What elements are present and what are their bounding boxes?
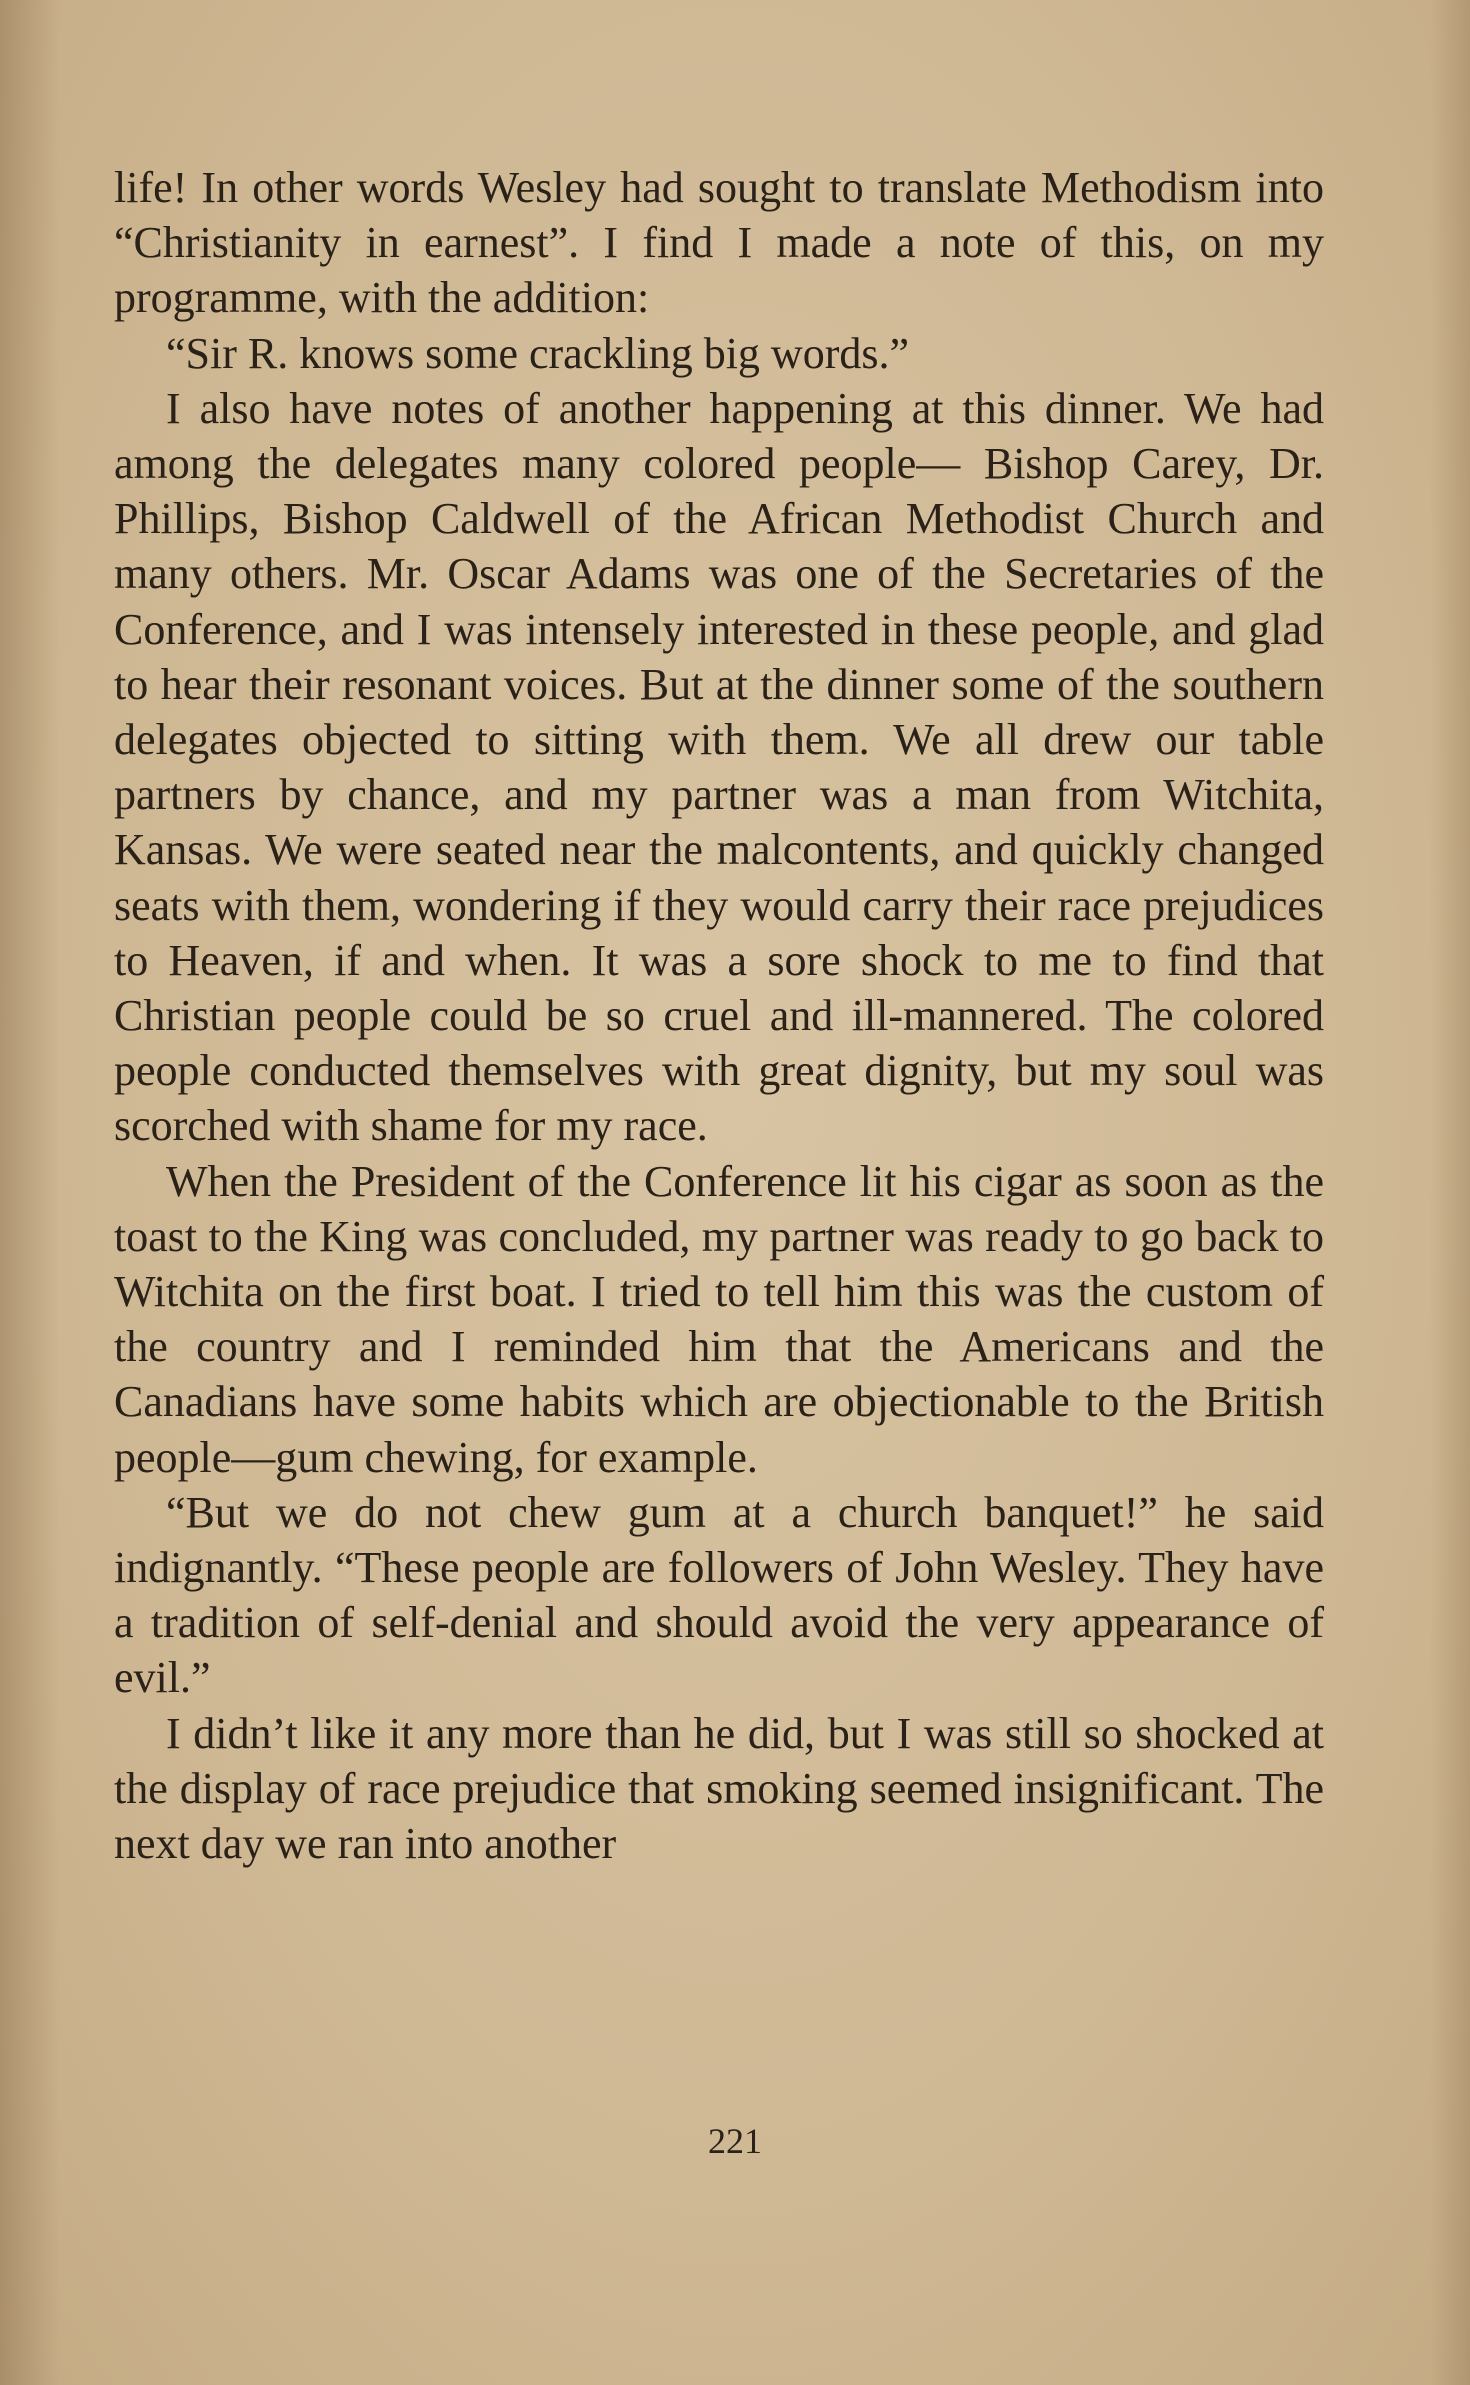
- paragraph: “But we do not chew gum at a church banquet!” he said indignantly. “These people are followers of John Wesley. They have a tradition of self-denial and should avoid the very appearance of evil.”: [114, 1487, 1324, 1703]
- paragraph: life! In other words Wesley had sought to translate Methodism into “Christianity in earnest”. I find I made a note of this, on my programme, with the addition:: [114, 163, 1324, 323]
- paragraph: “Sir R. knows some crackling big words.”: [166, 328, 909, 378]
- paragraph: I didn’t like it any more than he did, but I was still so shocked at the display of race prejudice that smoking seemed insignificant. The next day we ran into another: [114, 1708, 1324, 1869]
- page-number: 221: [708, 2121, 762, 2161]
- body-text: [114, 160, 1324, 1871]
- paragraph: When the President of the Conference lit his cigar as soon as the toast to the King was concluded, my partner was ready to go back to Witchita on the first boat. I tried to tell him this was the custom of the country and I reminded him that the Americans and the Canadians have some habits which are objectionable to the British people—gum chewing, for example.: [114, 1156, 1324, 1482]
- paragraph: I also have notes of another happening at this dinner. We had among the delegates many colored people— Bishop Carey, Dr. Phillips, Bishop Caldwell of the African Methodist Church and many others. Mr. Oscar Adams was one of the Secretaries of the Conference, and I was intensely interested in these people, and glad to hear their resonant voices. But at the dinner some of the southern delegates objected to sitting with them. We all drew our table partners by chance, and my partner was a man from Witchita, Kansas. We were seated near the malcontents, and quickly changed seats with them, wondering if they would carry their race prejudices to Heaven, if and when. It was a sore shock to me to find that Christian people could be so cruel and ill-mannered. The colored people conducted themselves with great dignity, but my soul was scorched with shame for my race.: [114, 383, 1324, 1151]
